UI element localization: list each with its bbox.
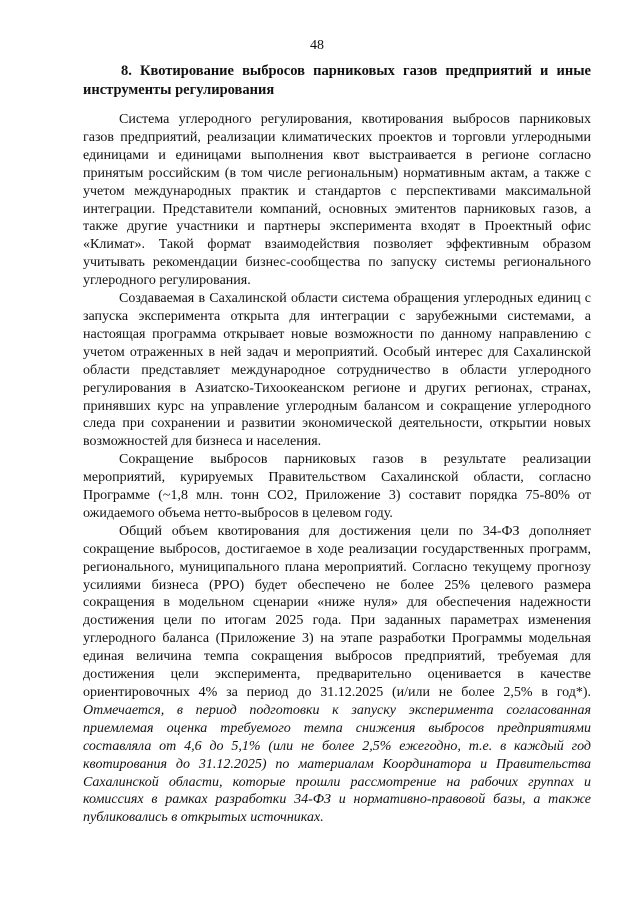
document-body — [83, 62, 591, 827]
paragraph-quota-volume — [83, 523, 591, 827]
quota-volume-note: Отмечается, в период подготовки к запуску эксперимента согласованная приемлемая оценка требуемого темпа снижения выбросов предприятиями составляла от 4,6 до 5,1% (или не более 2,5% ежегодно, т.е. в каждый год квотирования до 31.12.2025) по материалам Координатора и Правительства Сахалинской области, которые прошли рассмотрение на рабочих группах и комиссиях в рамках разработки 34-ФЗ и нормативно-правовой базы, а также публиковались в открытых источниках. — [83, 702, 591, 826]
paragraph-emission-reduction: Сокращение выбросов парниковых газов в результате реализации мероприятий, курируемых Правительством Сахалинской области, согласно Программе (~1,8 млн. тонн CO2, Приложение 3) составит порядка 75-80% от ожидаемого объема нетто-выбросов в целевом году. — [83, 452, 591, 521]
paragraph-international-integration: Создаваемая в Сахалинской области система обращения углеродных единиц с запуска эксперимента открыта для интеграции с зарубежными системами, а настоящая программа открывает новые возможности по данному направлению с учетом отраженных в ней задач и мероприятий. Особый интерес для Сахалинской области представляет международное сотрудничество в области углеродного регулирования в Азиатско-Тихоокеанском регионе и других регионах, странах, принявших курс на управление углеродным балансом и сокращение углеродного следа при сохранении и развитии экономической деятельности, открытии новых возможностей для бизнеса и населения. — [83, 291, 591, 450]
section-title: 8. Квотирование выбросов парниковых газов предприятий и иные инструменты регулирования — [83, 63, 591, 98]
page-number: 48 — [310, 38, 324, 53]
quota-volume-text: Общий объем квотирования для достижения цели по 34-ФЗ дополняет сокращение выбросов, достигаемое в ходе реализации государственных программ, регионального, муниципального плана мероприятий. Согласно текущему прогнозу усилиями бизнеса (РРО) будет обеспечено не более 25% целевого размера сокращения в модельном сценарии «ниже нуля» для обеспечения надежности достижения цели по итогам 2025 года. При заданных параметрах изменения углеродного баланса (Приложение 3) на этапе разработки Программы модельная единая величина темпа сокращения выбросов предприятий, требуемая для достижения цели эксперимента, предварительно оценивается в качестве ориентировочных 4% за период до 31.12.2025 (и/или не более 2,5% в год*). — [83, 523, 591, 700]
paragraph-carbon-regulation-system: Система углеродного регулирования, квотирования выбросов парниковых газов предприятий, реализации климатических проектов и торговли углеродными единицами и единицами выполнения квот выстраивается в регионе согласно принятым российским (в том числе региональным) нормативным актам, а также с учетом международных практик и стандартов с перспективами максимальной интеграции. Представители компаний, основных эмитентов парниковых газов, а также другие участники и партнеры эксперимента входят в Проектный офис «Климат». Такой формат взаимодействия позволяет эффективным образом учитывать рекомендации бизнес-сообщества по запуску системы регионального углеродного регулирования. — [83, 112, 591, 289]
